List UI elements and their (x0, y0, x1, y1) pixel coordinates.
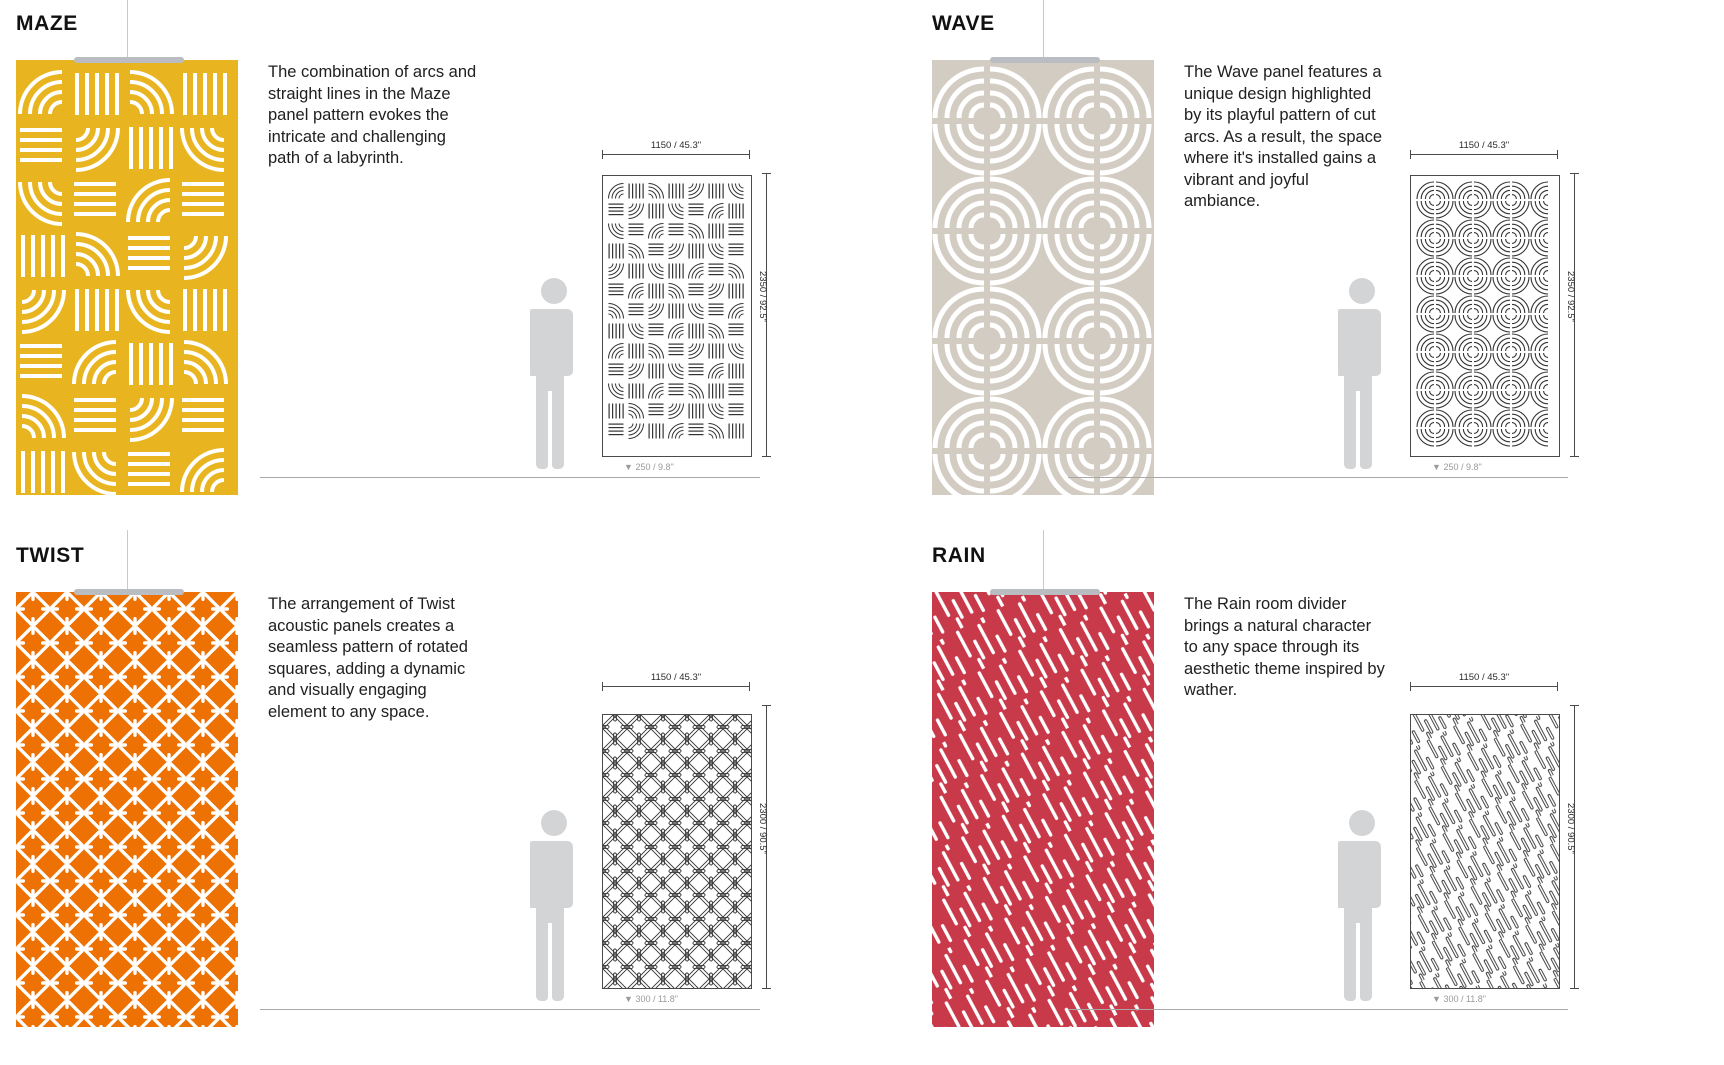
dimension-depth-value: 300 / 11.8" (1443, 994, 1486, 1004)
human-scale-figure-icon (530, 807, 578, 1012)
hanger-bar-icon (74, 57, 184, 63)
dimension-height-rain: 2300 / 90.5" (1565, 803, 1576, 854)
hanger-bar-icon (990, 57, 1100, 63)
tech-drawing-twist (520, 672, 900, 1012)
floor-line (260, 477, 760, 478)
dimension-width-line (602, 154, 750, 155)
down-arrow-icon: ▼ (624, 994, 633, 1004)
hanger-cable-icon (1043, 530, 1044, 592)
dimension-depth-value: 250 / 9.8" (1443, 462, 1482, 472)
panel-title-maze: MAZE (16, 12, 78, 35)
floor-line (1068, 1009, 1568, 1010)
panel-swatch-twist (16, 592, 238, 1027)
panel-swatch-wave (932, 60, 1154, 495)
dimension-width-line (602, 686, 750, 687)
down-arrow-icon: ▼ (624, 462, 633, 472)
panel-card-maze (0, 0, 916, 532)
dimension-width-wave: 1150 / 45.3" (1458, 140, 1510, 151)
tech-panel-outline-rain (1410, 714, 1560, 989)
down-arrow-icon: ▼ (1432, 462, 1441, 472)
dimension-depth-wave (1432, 462, 1482, 472)
dimension-depth-twist (624, 994, 678, 1004)
dimension-depth-value: 250 / 9.8" (635, 462, 674, 472)
panel-title-twist: TWIST (16, 544, 85, 567)
hanger-bar-icon (74, 589, 184, 595)
swatch-art-rain (932, 592, 1154, 1027)
down-arrow-icon: ▼ (1432, 994, 1441, 1004)
panel-description-rain: The Rain room divider brings a natural character to any space through its aesthetic theme inspired by wather. (1184, 595, 1385, 699)
hanger-bar-icon (990, 589, 1100, 595)
floor-line (260, 1009, 760, 1010)
tech-drawing-wave (1328, 140, 1708, 480)
tech-drawing-maze (520, 140, 900, 480)
dimension-height-twist: 2300 / 90.5" (757, 803, 768, 854)
panel-title-wave: WAVE (932, 12, 995, 35)
panel-card-twist (0, 532, 916, 1065)
dimension-width-rain: 1150 / 45.3" (1458, 672, 1510, 683)
swatch-art-twist (16, 592, 238, 1027)
panel-swatch-maze (16, 60, 238, 495)
panel-swatch-rain (932, 592, 1154, 1027)
swatch-art-maze (16, 60, 238, 495)
panel-card-rain (916, 532, 1724, 1065)
floor-line (1068, 477, 1568, 478)
dimension-depth-maze (624, 462, 674, 472)
hanger-cable-icon (1043, 0, 1044, 60)
panel-card-wave (916, 0, 1724, 532)
dimension-depth-rain (1432, 994, 1486, 1004)
panel-description-maze: The combination of arcs and straight lines in the Maze panel pattern evokes the intricate and challenging path of a labyrinth. (268, 63, 477, 167)
human-scale-figure-icon (1338, 275, 1386, 480)
dimension-height-maze: 2350 / 92.5" (757, 271, 768, 322)
panel-description-twist: The arrangement of Twist acoustic panels creates a seamless pattern of rotated squares, adding a dynamic and visually engaging element to any space. (268, 595, 468, 721)
human-scale-figure-icon (530, 275, 578, 480)
panel-title-rain: RAIN (932, 544, 986, 567)
panel-description-wave: The Wave panel features a unique design highlighted by its playful pattern of cut arcs. As a result, the space where it's installed gains a vibrant and joyful ambiance. (1184, 63, 1383, 210)
swatch-art-wave (932, 60, 1154, 495)
tech-panel-outline-wave (1410, 175, 1560, 457)
hanger-cable-icon (127, 0, 128, 60)
dimension-width-twist: 1150 / 45.3" (650, 672, 702, 683)
tech-drawing-rain (1328, 672, 1708, 1012)
dimension-height-wave: 2350 / 92.5" (1565, 271, 1576, 322)
tech-panel-outline-twist (602, 714, 752, 989)
dimension-depth-value: 300 / 11.8" (635, 994, 678, 1004)
dimension-width-line (1410, 686, 1558, 687)
hanger-cable-icon (127, 530, 128, 592)
dimension-width-maze: 1150 / 45.3" (650, 140, 702, 151)
human-scale-figure-icon (1338, 807, 1386, 1012)
tech-panel-outline-maze (602, 175, 752, 457)
dimension-width-line (1410, 154, 1558, 155)
